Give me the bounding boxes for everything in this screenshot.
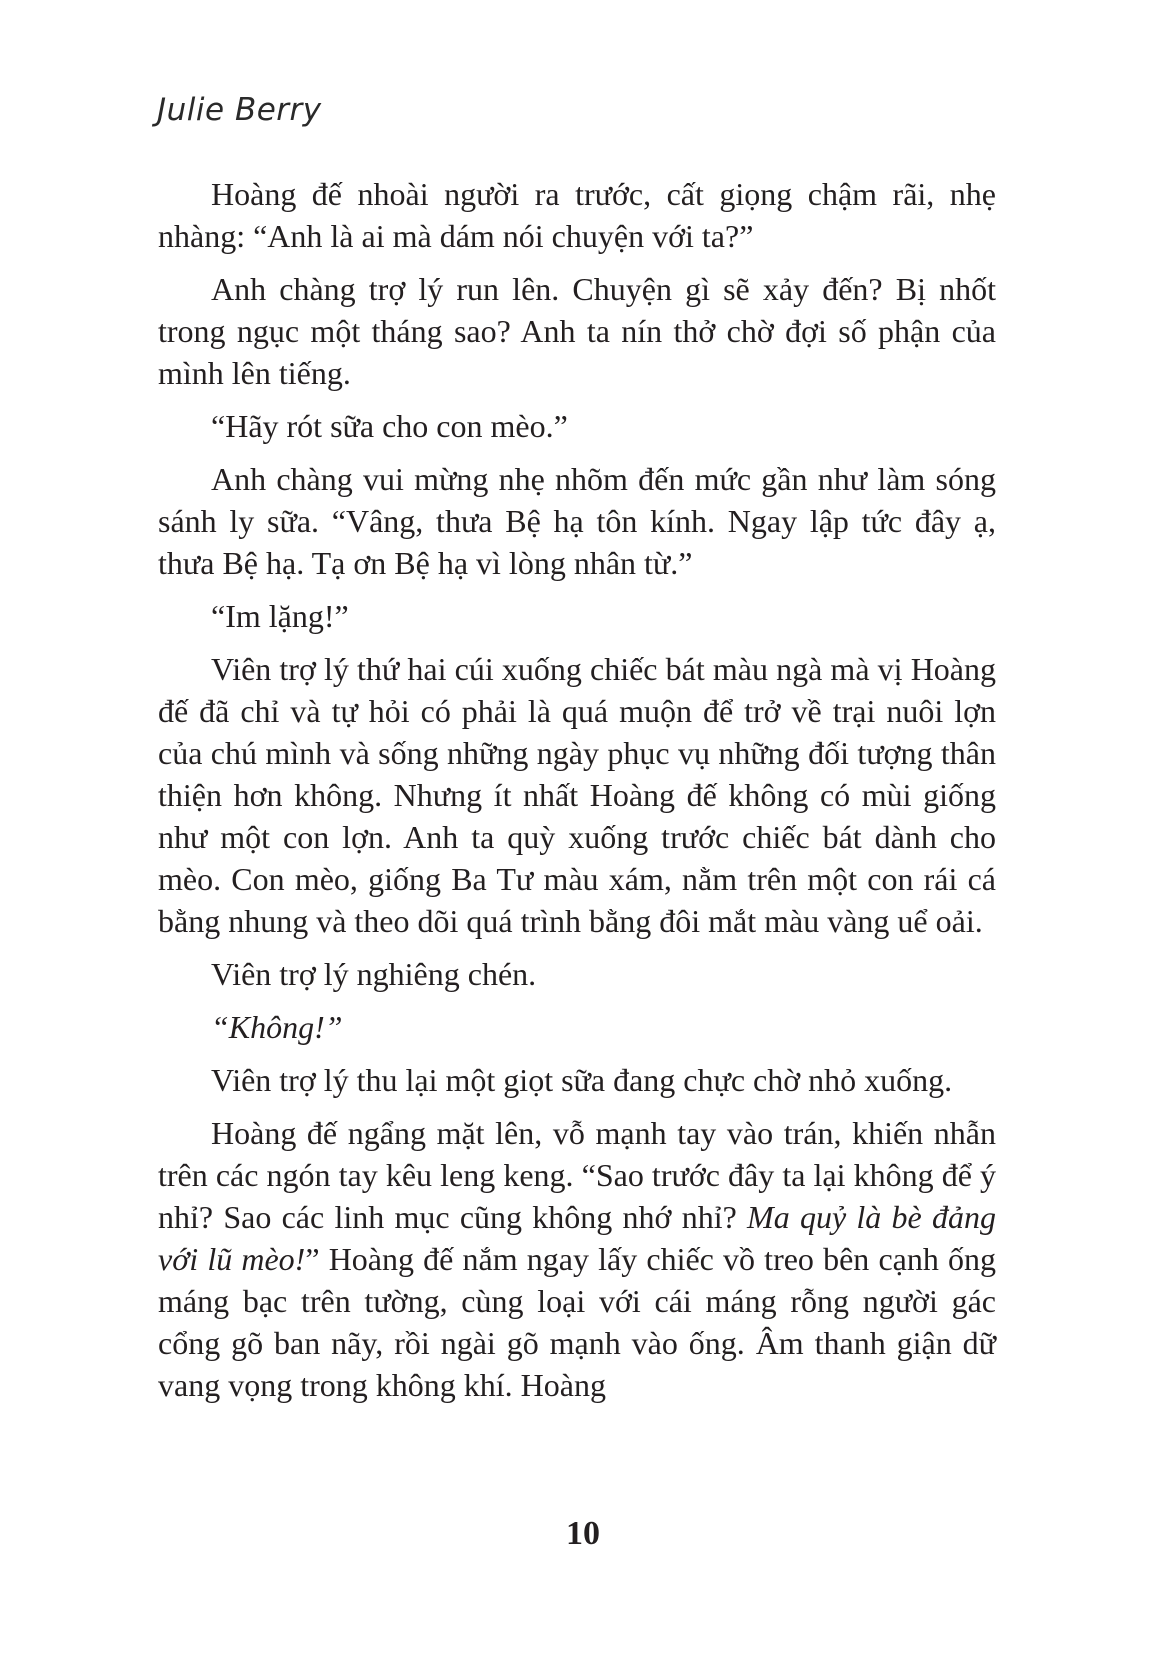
paragraph-italic <box>158 1006 996 1048</box>
paragraph-mixed <box>158 1112 996 1406</box>
paragraph: “Im lặng!” <box>211 598 349 634</box>
paragraph: Anh chàng vui mừng nhẹ nhõm đến mức gần như làm sóng sánh ly sữa. “Vâng, thưa Bệ hạ tôn kính. Ngay lập tức đây ạ, thưa Bệ hạ. Tạ ơn Bệ hạ vì lòng nhân từ.” <box>158 461 996 581</box>
paragraph: Viên trợ lý nghiêng chén. <box>211 956 537 992</box>
paragraph: Anh chàng trợ lý run lên. Chuyện gì sẽ xảy đến? Bị nhốt trong ngục một tháng sao? Anh ta nín thở chờ đợi số phận của mình lên tiếng. <box>158 271 996 391</box>
paragraph: Hoàng đế nhoài người ra trước, cất giọng chậm rãi, nhẹ nhàng: “Anh là ai mà dám nói chuyện với ta?” <box>158 176 996 254</box>
page-number: 10 <box>566 1515 600 1552</box>
paragraph-text-before: Hoàng đế ngẩng mặt lên, vỗ mạnh tay vào trán, khiến nhẫn trên các ngón tay kêu leng keng. “Sao trước đây ta lại không để ý nhỉ? Sao các linh mục cũng không nhớ nhỉ? <box>158 1115 996 1235</box>
paragraph: Viên trợ lý thu lại một giọt sữa đang chực chờ nhỏ xuống. <box>211 1062 953 1098</box>
body-text <box>158 173 996 1417</box>
paragraph: “Hãy rót sữa cho con mèo.” <box>211 408 568 444</box>
paragraph-text-after: ” Hoàng đế nắm ngay lấy chiếc vồ treo bên cạnh ống máng bạc trên tường, cùng loại với cái máng rỗng người gác cổng gõ ban nãy, rồi ngài gõ mạnh vào ống. Âm thanh giận dữ vang vọng trong không khí. Hoàng <box>158 1241 997 1403</box>
paragraph: Viên trợ lý thứ hai cúi xuống chiếc bát màu ngà mà vị Hoàng đế đã chỉ và tự hỏi có phải là quá muộn để trở về trại nuôi lợn của chú mình và sống những ngày phục vụ những đối tượng thân thiện hơn không. Nhưng ít nhất Hoàng đế không có mùi giống như một con lợn. Anh ta quỳ xuống trước chiếc bát dành cho mèo. Con mèo, giống Ba Tư màu xám, nằm trên một con rái cá bằng nhung và theo dõi quá trình bằng đôi mắt màu vàng uể oải. <box>158 651 996 939</box>
italic-exclamation: “Không!” <box>211 1009 343 1045</box>
running-head-author: Julie Berry <box>157 92 322 128</box>
paragraph-text-italic: Ma quỷ là bè đảng với lũ mèo! <box>158 1199 996 1277</box>
